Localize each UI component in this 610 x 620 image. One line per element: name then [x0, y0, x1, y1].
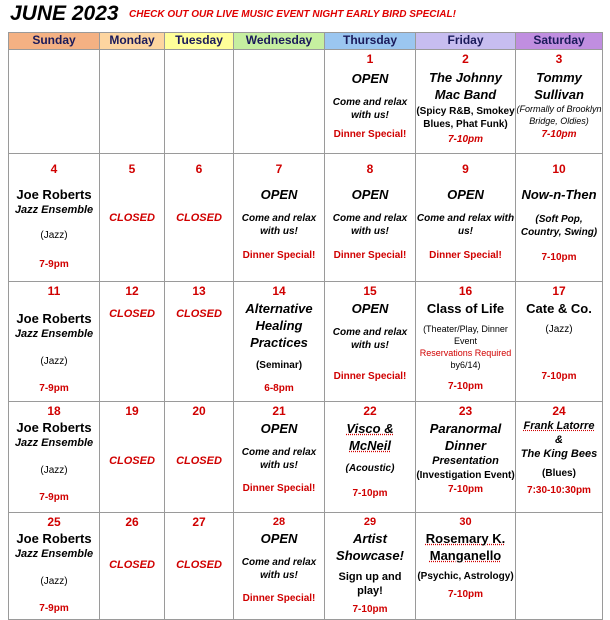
event-time: 7-10pm: [447, 381, 483, 392]
day-number: 25: [47, 515, 61, 529]
event-title: Class of Life: [426, 301, 505, 316]
week-row-1: [9, 50, 603, 154]
event-note: Come and relax with us!: [241, 213, 317, 237]
day-cell-4: [9, 154, 100, 282]
day-number: 8: [366, 162, 374, 176]
closed-label: CLOSED: [109, 212, 155, 224]
day-number: 13: [192, 284, 206, 298]
event-title: OPEN: [260, 531, 298, 546]
day-cell-10: [516, 154, 603, 282]
day-number: 22: [363, 404, 377, 418]
event-special: Dinner Special!: [242, 593, 316, 604]
day-number: 5: [128, 162, 136, 176]
event-special: Dinner Special!: [333, 371, 407, 382]
event-genre: (Theater/Play, Dinner Event: [423, 324, 508, 346]
day-cell-25: [9, 513, 100, 620]
day-number: 27: [192, 515, 206, 529]
event-genre: (Jazz): [40, 576, 68, 587]
day-number: 18: [47, 404, 61, 418]
calendar-grid: [8, 32, 603, 620]
day-cell-26: [100, 513, 165, 620]
day-cell-21: [234, 402, 325, 513]
day-number: 7: [275, 162, 283, 176]
day-cell-22: [325, 402, 416, 513]
event-genre: (Blues): [542, 468, 576, 479]
event-time: 7-10pm: [352, 604, 388, 615]
event-title: Joe Roberts: [16, 531, 92, 546]
event-title: Joe Roberts: [16, 187, 92, 202]
weekday-wednesday: Wednesday: [234, 33, 325, 50]
event-genre: (Jazz): [40, 230, 68, 241]
week-row-3: [9, 282, 603, 402]
event-note: Come and relax with us!: [241, 557, 317, 581]
event-title: OPEN: [260, 421, 298, 436]
day-number: 2: [462, 52, 469, 66]
month-title: JUNE 2023: [10, 2, 119, 25]
day-number: 23: [458, 404, 473, 418]
day-number: 14: [272, 284, 286, 298]
day-cell-14: [234, 282, 325, 402]
event-time: 7-9pm: [39, 383, 69, 394]
day-cell-12: [100, 282, 165, 402]
day-number: 29: [363, 516, 377, 528]
event-genre: (Spicy R&B, Smokey Blues, Phat Funk): [416, 106, 515, 130]
closed-label: CLOSED: [109, 308, 155, 320]
day-number: 15: [363, 284, 377, 298]
event-subtitle: Jazz Ensemble: [14, 548, 94, 560]
event-time: 7-10pm: [541, 371, 577, 382]
event-subtitle: Presentation: [432, 455, 499, 467]
day-number: 16: [458, 284, 473, 298]
event-time: 7-10pm: [447, 484, 483, 495]
event-subtitle: Jazz Ensemble: [14, 328, 94, 340]
event-title: Frank Latorre: [523, 420, 595, 432]
event-genre: (Jazz): [40, 356, 68, 367]
day-number: 28: [272, 516, 286, 528]
week-row-2: [9, 154, 603, 282]
day-cell-23: [416, 402, 516, 513]
closed-label: CLOSED: [176, 455, 222, 467]
event-time: 7-10pm: [352, 488, 388, 499]
day-cell-3: [516, 50, 603, 154]
week-row-5: [9, 513, 603, 620]
day-number: 26: [125, 515, 139, 529]
weekday-header-row: [9, 33, 603, 50]
day-number: 10: [552, 162, 566, 176]
event-title: OPEN: [351, 187, 389, 202]
day-cell-6: [165, 154, 234, 282]
event-title: Now-n-Then: [521, 187, 597, 202]
day-number: 17: [552, 284, 566, 298]
day-cell-19: [100, 402, 165, 513]
event-title: Tommy Sullivan: [534, 70, 584, 102]
day-cell-empty: [234, 50, 325, 154]
day-cell-13: [165, 282, 234, 402]
event-special: Dinner Special!: [333, 250, 407, 261]
event-title: Cate & Co.: [526, 301, 592, 316]
event-time: 7-10pm: [541, 129, 577, 140]
day-cell-8: [325, 154, 416, 282]
day-number: 4: [50, 162, 58, 176]
event-time: 7-9pm: [39, 492, 69, 503]
day-cell-18: [9, 402, 100, 513]
promo-subtitle: CHECK OUT OUR LIVE MUSIC EVENT NIGHT EARLY BIRD SPECIAL!: [129, 8, 456, 20]
event-note: Sign up and play!: [338, 571, 402, 597]
day-cell-empty: [100, 50, 165, 154]
closed-label: CLOSED: [109, 455, 155, 467]
day-number: 6: [195, 162, 203, 176]
day-number: 11: [47, 284, 61, 298]
event-time: 7:30-10:30pm: [527, 485, 591, 496]
event-time: 7-10pm: [447, 589, 483, 600]
event-time: 7-9pm: [39, 603, 69, 614]
weekday-friday: Friday: [416, 33, 516, 50]
event-subtitle: Jazz Ensemble: [14, 204, 94, 216]
day-number: 20: [192, 404, 206, 418]
closed-label: CLOSED: [176, 308, 222, 320]
event-time: 7-9pm: [39, 259, 69, 270]
weekday-saturday: Saturday: [516, 33, 603, 50]
day-number: 30: [459, 516, 472, 528]
day-cell-17: [516, 282, 603, 402]
day-number: 19: [125, 404, 139, 418]
event-time: 6-8pm: [264, 383, 294, 394]
day-cell-empty: [516, 513, 603, 620]
day-cell-28: [234, 513, 325, 620]
event-title: Alternative Healing Practices: [245, 301, 313, 350]
day-number: 24: [552, 404, 566, 418]
event-subtitle: Jazz Ensemble: [14, 437, 94, 449]
event-title: OPEN: [351, 71, 389, 86]
closed-label: CLOSED: [109, 559, 155, 571]
event-title: Joe Roberts: [16, 311, 92, 326]
event-note: Come and relax with us!: [416, 213, 515, 237]
event-genre: (Psychic, Astrology): [417, 571, 514, 582]
event-title: Joe Roberts: [16, 420, 92, 435]
event-genre: (Jazz): [40, 465, 68, 476]
event-special: Dinner Special!: [429, 250, 502, 261]
day-cell-2: [416, 50, 516, 154]
event-subtitle: The King Bees: [520, 448, 598, 460]
event-title: Artist Showcase!: [336, 531, 404, 563]
week-row-4: [9, 402, 603, 513]
event-special: Dinner Special!: [333, 129, 407, 140]
event-title: The Johnny Mac Band: [429, 70, 502, 102]
day-cell-7: [234, 154, 325, 282]
closed-label: CLOSED: [176, 559, 222, 571]
day-cell-30: [416, 513, 516, 620]
day-number: 1: [366, 52, 374, 66]
closed-label: CLOSED: [176, 212, 222, 224]
day-cell-9: [416, 154, 516, 282]
weekday-sunday: Sunday: [9, 33, 100, 50]
day-cell-20: [165, 402, 234, 513]
event-title: Paranormal Dinner: [429, 421, 502, 453]
event-ampersand: &: [555, 434, 563, 446]
calendar-header: [10, 2, 456, 30]
event-note: Come and relax with us!: [332, 97, 408, 121]
event-title: Rosemary K. Manganello: [425, 531, 506, 563]
event-title: Visco & McNeil: [346, 421, 394, 453]
weekday-thursday: Thursday: [325, 33, 416, 50]
day-number: 9: [462, 162, 469, 176]
reservation-note: Reservations Required: [419, 348, 512, 358]
day-number: 3: [555, 52, 563, 66]
event-genre: (Acoustic): [345, 463, 395, 474]
reservation-deadline: by6/14): [450, 360, 481, 370]
day-cell-15: [325, 282, 416, 402]
weekday-monday: Monday: [100, 33, 165, 50]
day-number: 21: [272, 404, 286, 418]
day-cell-empty: [9, 50, 100, 154]
day-cell-5: [100, 154, 165, 282]
day-cell-24: [516, 402, 603, 513]
day-cell-empty: [165, 50, 234, 154]
event-title: OPEN: [351, 301, 389, 316]
day-cell-29: [325, 513, 416, 620]
event-genre: (Jazz): [545, 324, 573, 335]
event-time: 7-10pm: [447, 134, 483, 145]
day-cell-27: [165, 513, 234, 620]
day-cell-1: [325, 50, 416, 154]
day-cell-16: [416, 282, 516, 402]
weekday-tuesday: Tuesday: [165, 33, 234, 50]
event-title: OPEN: [260, 187, 298, 202]
day-number: 12: [125, 284, 139, 298]
event-genre: (Seminar): [255, 360, 303, 371]
event-genre: (Soft Pop, Country, Swing): [520, 214, 598, 238]
event-title: OPEN: [447, 187, 484, 202]
event-time: 7-10pm: [541, 252, 577, 263]
event-genre: (Formally of Brooklyn Bridge, Oldies): [516, 104, 602, 126]
event-special: Dinner Special!: [242, 483, 316, 494]
event-note: Come and relax with us!: [332, 327, 408, 351]
event-note: Come and relax with us!: [332, 213, 408, 237]
day-cell-11: [9, 282, 100, 402]
event-genre: (Investigation Event): [416, 470, 515, 481]
event-special: Dinner Special!: [242, 250, 316, 261]
event-note: Come and relax with us!: [241, 447, 317, 471]
